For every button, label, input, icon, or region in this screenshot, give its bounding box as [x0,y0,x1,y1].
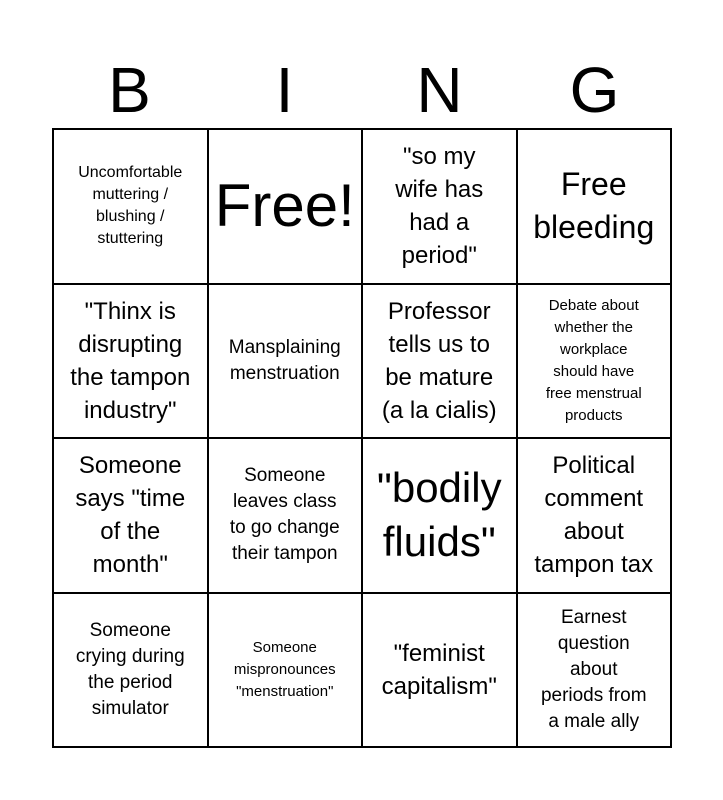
cell-text: Someone crying during the period simulator [75,619,185,719]
bingo-board [52,128,672,748]
cell-text: "feminist capitalism" [381,639,497,700]
bingo-cell-r2c1[interactable] [53,284,208,439]
cell-text: "Thinx is disrupting the tampon industry" [70,297,191,424]
cell-text: Professor tells us to be mature (a la cialis) [381,297,497,424]
bingo-cell-r2c2[interactable] [208,284,363,439]
header-letter-b: B [108,54,151,126]
bingo-cell-r2c3[interactable] [362,284,517,439]
cell-text: "bodily fluids" [376,464,502,566]
bingo-cell-r4c2[interactable] [208,593,363,748]
header-letter-n: N [416,54,463,126]
bingo-cell-r3c4[interactable] [517,438,672,593]
bingo-cell-r3c2[interactable] [208,438,363,593]
bingo-cell-r3c3[interactable] [362,438,517,593]
cell-text: Political comment about tampon tax [534,452,654,579]
cell-text: Someone says "time of the month" [75,452,186,579]
bingo-header [52,52,672,128]
bingo-cell-r2c4[interactable] [517,284,672,439]
bingo-cell-r1c4[interactable] [517,129,672,284]
cell-text: Someone mispronounces "menstruation" [233,638,336,700]
cell-text: Debate about whether the workplace should have free menstrual products [545,296,642,424]
bingo-cell-r3c1[interactable] [53,438,208,593]
bingo-cell-free[interactable] [208,129,363,284]
cell-text: "so my wife has had a period" [395,143,484,270]
cell-text: Earnest question about periods from a male ally [540,606,647,732]
cell-text: Free! [214,172,355,240]
cell-text: Mansplaining menstruation [228,336,341,384]
bingo-cell-r4c3[interactable] [362,593,517,748]
cell-text: Someone leaves class to go change their tampon [229,465,340,565]
bingo-cell-r4c4[interactable] [517,593,672,748]
header-letter-g: G [569,54,620,126]
bingo-cell-r1c3[interactable] [362,129,517,284]
header-letter-i: I [275,54,294,126]
bingo-cell-r4c1[interactable] [53,593,208,748]
bingo-cell-r1c1[interactable] [53,129,208,284]
cell-text: Free bleeding [533,166,655,246]
cell-text: Uncomfortable muttering / blushing / stuttering [78,164,183,248]
